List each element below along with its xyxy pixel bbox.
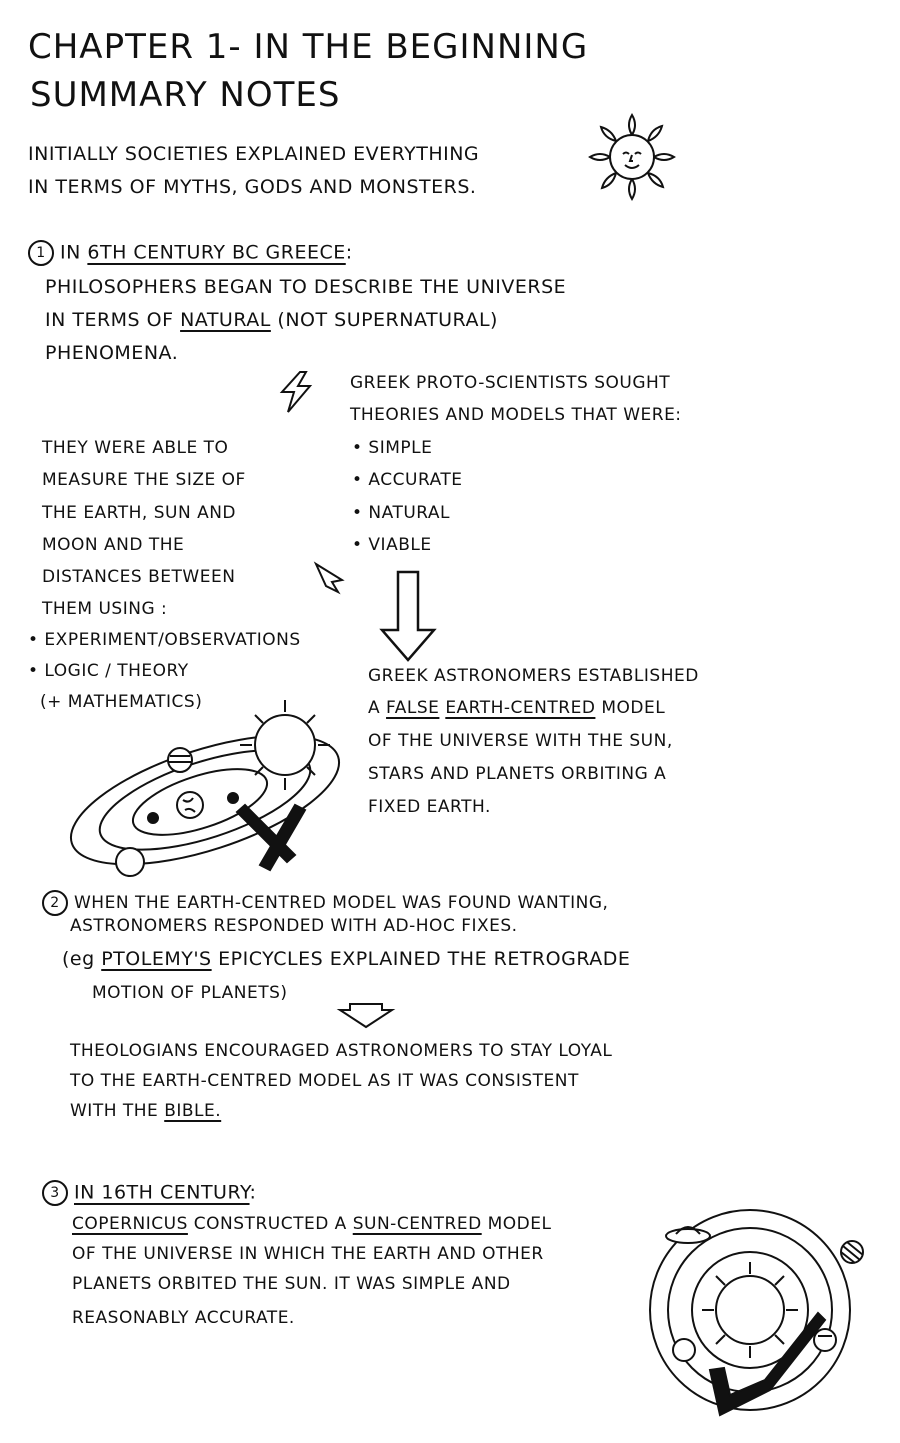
section-1-heading: 1 IN 6TH CENTURY BC GREECE: [28, 240, 353, 266]
sun-face-icon [585, 110, 680, 205]
sun-centred-model-illustration [640, 1200, 880, 1435]
astro-line-5: FIXED EARTH. [368, 797, 491, 817]
section-1-era: 6TH CENTURY BC GREECE [87, 241, 346, 264]
title-line-1: CHAPTER 1- IN THE BEGINNING [28, 27, 589, 67]
section-2-line-2: ASTRONOMERS RESPONDED WITH AD-HOC FIXES. [70, 916, 518, 936]
theologians-line-1: THEOLOGIANS ENCOURAGED ASTRONOMERS TO STAY LOYAL [70, 1041, 613, 1061]
section-1-line-2: IN TERMS OF NATURAL (NOT SUPERNATURAL) [45, 309, 498, 331]
section-3-heading: 3 IN 16TH CENTURY: [42, 1180, 256, 1206]
section-2-line-4: MOTION OF PLANETS) [92, 983, 288, 1003]
section-3-era: IN 16TH CENTURY [74, 1181, 250, 1204]
section-1-number: 1 [28, 240, 54, 266]
small-arrow-icon [312, 560, 348, 596]
left-bullet-experiment: • EXPERIMENT/OBSERVATIONS [28, 630, 301, 650]
false-keyword: FALSE [386, 698, 440, 718]
earth-centred-keyword: EARTH-CENTRED [445, 698, 596, 718]
natural-keyword: NATURAL [180, 309, 271, 331]
section-1-line-1: PHILOSOPHERS BEGAN TO DESCRIBE THE UNIVERSE [45, 276, 567, 298]
down-arrow-icon [378, 570, 438, 662]
section-2-line-3: (eg PTOLEMY'S EPICYCLES EXPLAINED THE RETROGRADE [62, 948, 631, 970]
bible-keyword: BIBLE. [164, 1101, 222, 1121]
theologians-line-3: WITH THE BIBLE. [70, 1101, 222, 1121]
copernicus-keyword: COPERNICUS [72, 1214, 188, 1234]
intro-line-1: INITIALLY SOCIETIES EXPLAINED EVERYTHING [28, 143, 480, 165]
proto-line-2: THEORIES AND MODELS THAT WERE: [350, 405, 682, 425]
left-bullet-logic: • LOGIC / THEORY [28, 661, 189, 681]
bullet-viable: • VIABLE [352, 535, 432, 555]
proto-line-1: GREEK PROTO-SCIENTISTS SOUGHT [350, 373, 671, 393]
left-line-1: THEY WERE ABLE TO [42, 438, 229, 458]
astro-line-3: OF THE UNIVERSE WITH THE SUN, [368, 731, 673, 751]
theologians-line-2: TO THE EARTH-CENTRED MODEL AS IT WAS CONSISTENT [70, 1071, 579, 1091]
astro-line-2: A FALSE EARTH-CENTRED MODEL [368, 698, 666, 718]
section-2-line-1: 2 WHEN THE EARTH-CENTRED MODEL WAS FOUND WANTING, [42, 890, 608, 916]
title-line-2: SUMMARY NOTES [30, 75, 341, 115]
section-3-line-2: OF THE UNIVERSE IN WHICH THE EARTH AND OTHER [72, 1244, 544, 1264]
section-1-line-3: PHENOMENA. [45, 342, 179, 364]
left-line-2: MEASURE THE SIZE OF [42, 470, 246, 490]
left-line-4: MOON AND THE [42, 535, 185, 555]
left-line-3: THE EARTH, SUN AND [42, 503, 237, 523]
section-3-line-4: REASONABLY ACCURATE. [72, 1308, 295, 1328]
earth-centred-model-illustration [55, 690, 365, 890]
section-3-number: 3 [42, 1180, 68, 1206]
bullet-accurate: • ACCURATE [352, 470, 463, 490]
bullet-natural: • NATURAL [352, 503, 451, 523]
astro-line-4: STARS AND PLANETS ORBITING A [368, 764, 667, 784]
zigzag-arrow-icon [272, 368, 322, 418]
left-line-5: DISTANCES BETWEEN [42, 567, 236, 587]
ptolemy-keyword: PTOLEMY'S [101, 948, 212, 970]
section-3-line-3: PLANETS ORBITED THE SUN. IT WAS SIMPLE AND [72, 1274, 511, 1294]
astro-line-1: GREEK ASTRONOMERS ESTABLISHED [368, 666, 699, 686]
small-down-arrow-icon [336, 1000, 396, 1030]
sun-centred-keyword: SUN-CENTRED [352, 1214, 482, 1234]
intro-line-2: IN TERMS OF MYTHS, GODS AND MONSTERS. [28, 176, 477, 198]
section-3-line-1: COPERNICUS CONSTRUCTED A SUN-CENTRED MODEL [72, 1214, 552, 1234]
bullet-simple: • SIMPLE [352, 438, 433, 458]
left-bullet-math: (+ MATHEMATICS) [40, 692, 203, 712]
section-2-number: 2 [42, 890, 68, 916]
left-line-6: THEM USING : [42, 599, 168, 619]
